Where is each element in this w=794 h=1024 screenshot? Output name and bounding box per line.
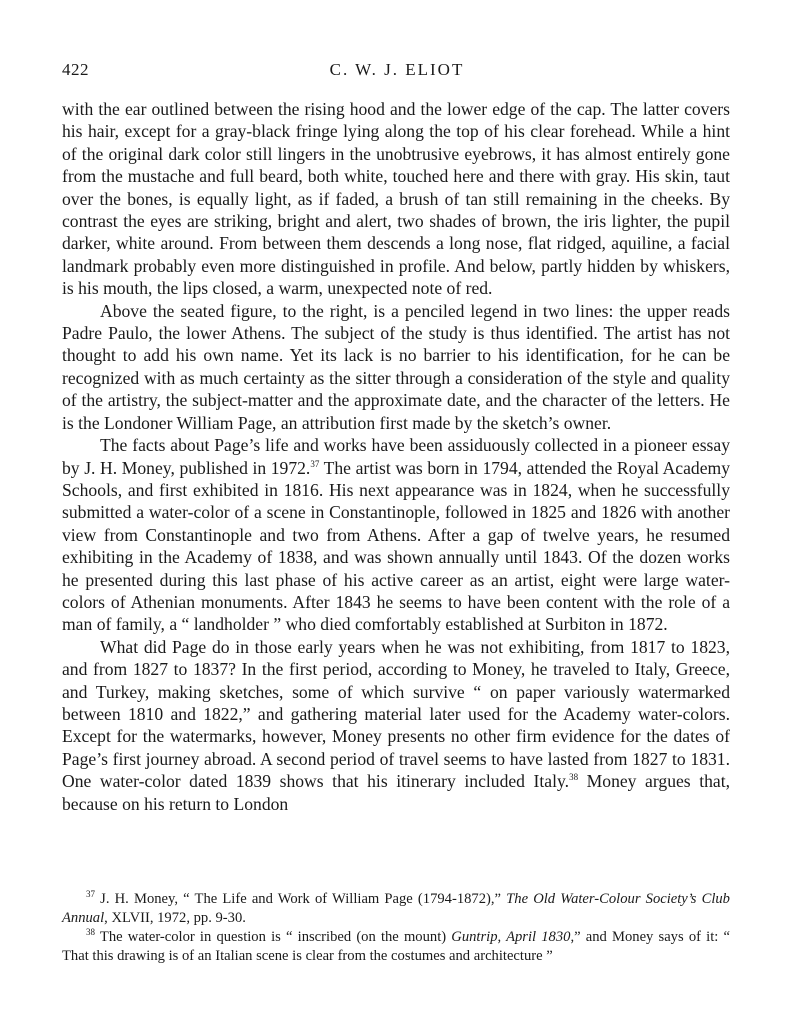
- footnote-38-text-a: The water-color in question is “ inscribed (on the mount): [95, 929, 452, 945]
- paragraph-continued: with the ear outlined between the rising hood and the lower edge of the cap. The latter covers his hair, except for a gray-black fringe lying along the top of his clear forehead. While a hint of the original dark color still lingers in the unobtrusive eyebrows, it has almost entirely gone from the mustache and full beard, both white, touched here and there with gray. His skin, taut over the bones, is equally light, as if faded, a brush of tan still remaining in the cheeks. By contrast the eyes are striking, bright and alert, two shades of brown, the iris lighter, the pupil darker, white around. From between them descends a long nose, flat ridged, aquiline, a facial landmark probably even more distinguished in profile. And below, partly hidden by whiskers, is his mouth, the lips closed, a warm, unexpected note of red.: [62, 99, 730, 299]
- page-number: 422: [62, 60, 89, 79]
- footnote-37-journal: The Old Water-Colour Society’s Club Annual: [62, 891, 730, 926]
- footnote-37-number: 37: [86, 889, 95, 900]
- footnote-ref-38: 38: [569, 772, 579, 783]
- body-text: [62, 98, 730, 815]
- footnote-38-number: 38: [86, 927, 95, 938]
- paragraph-facts-text-b: The artist was born in 1794, attended the Royal Academy Schools, and first exhibited in 1816. His next appearance was in 1824, when he successfully submitted a water-color of a scene in Constantinople, followed in 1825 and 1826 with another view from Constantinople and two from Athens. After a gap of twelve years, he resumed exhibiting in the Academy of 1838, and was shown annually until 1843. Of the dozen works he presented during this last phase of his active career as an artist, eight were large water-colors of Athenian monuments. After 1843 he seems to have been content with the role of a man of family, a “ landholder ” who died comfortably established at Surbiton in 1872.: [62, 457, 730, 635]
- running-title: C. W. J. ELIOT: [329, 60, 465, 79]
- paragraph-legend: Above the seated figure, to the right, is a penciled legend in two lines: the upper reads Padre Paulo, the lower Athens. The subject of the study is thus identified. The artist has not thought to add his own name. Yet its lack is no barrier to his identification, for he can be recognized with as much certainty as the sitter through a consideration of the style and quality of the artistry, the subject-matter and the approximate date, and the character of the letters. He is the Londoner William Page, an attribution first made by the sketch’s owner.: [62, 300, 730, 433]
- footnote-37-text-a: J. H. Money, “ The Life and Work of William Page (1794-1872),”: [95, 891, 507, 907]
- footnote-ref-37: 37: [310, 458, 320, 469]
- paragraph-early-years-text-b: Money argues that, because on his return to London: [62, 771, 731, 814]
- paragraph-early-years: [62, 636, 730, 815]
- footnote-38-inscription: Guntrip, April 1830: [451, 929, 571, 945]
- paragraph-facts-text-a: The facts about Page’s life and works have been assiduously collected in a pioneer essay by J. H. Money, published in 1972.: [62, 435, 730, 478]
- footnote-37: [62, 890, 730, 928]
- paragraph-early-years-text-a: What did Page do in those early years when he was not exhibiting, from 1817 to 1823, and from 1827 to 1837? In the first period, according to Money, he traveled to Italy, Greece, and Turkey, making sketches, some of which survive “ on paper variously watermarked between 1810 and 1822,” and gathering material later used for the Academy water-colors. Except for the watermarks, however, Money presents no other firm evidence for the dates of Page’s first journey abroad. A second period of travel seems to have lasted from 1827 to 1831. One water-color dated 1839 shows that his itinerary included Italy.: [62, 636, 730, 792]
- footnotes: [62, 890, 730, 966]
- footnote-38: [62, 928, 730, 966]
- footnote-38-text-b: ,” and Money says of it: “ That this drawing is of an Italian scene is clear from the costumes and architecture ”: [62, 929, 730, 964]
- paragraph-facts: [62, 434, 730, 636]
- footnote-37-text-b: , XLVII, 1972, pp. 9-30.: [104, 910, 246, 926]
